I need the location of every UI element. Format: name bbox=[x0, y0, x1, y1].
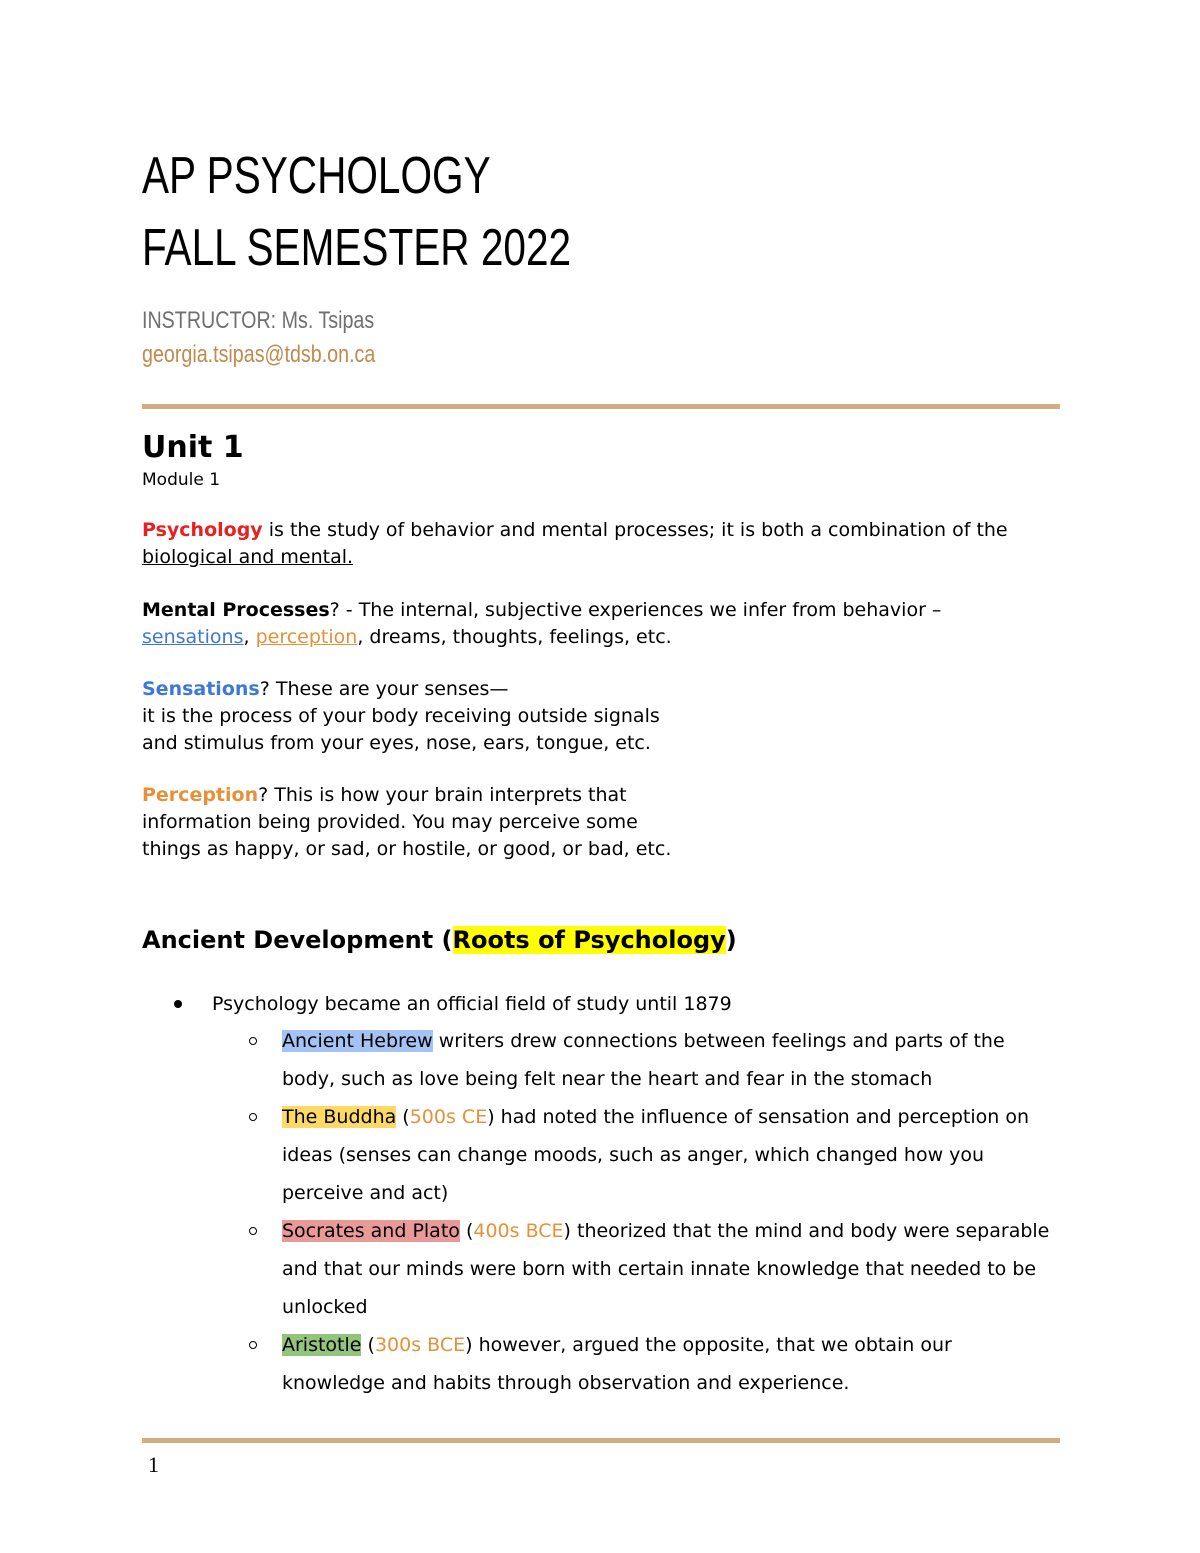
psychology-underlined: biological and mental. bbox=[142, 546, 354, 568]
list-item bbox=[142, 1022, 1052, 1098]
link-separator: , bbox=[243, 626, 256, 648]
bullet-circle-icon bbox=[249, 1227, 257, 1235]
list-item bbox=[142, 1326, 1052, 1402]
highlight-name: Aristotle bbox=[282, 1334, 362, 1356]
list-item bbox=[142, 1212, 1052, 1326]
bullet-text: writers drew connections between feelings and parts of the body, such as love being felt near the heart and fear in the stomach bbox=[282, 1030, 1005, 1090]
paren-open: ( bbox=[361, 1334, 375, 1356]
sensations-definition bbox=[142, 676, 1072, 757]
perception-line1: ? This is how your brain interprets that bbox=[258, 784, 627, 806]
date-label: 300s BCE bbox=[374, 1334, 466, 1356]
instructor-line bbox=[142, 304, 374, 338]
mental-processes-text: ? - The internal, subjective experiences we infer from behavior – bbox=[329, 599, 942, 621]
sensations-term: Sensations bbox=[142, 678, 260, 700]
title-course: AP PSYCHOLOGY bbox=[142, 147, 491, 205]
perception-term: Perception bbox=[142, 784, 259, 806]
perception-definition bbox=[142, 782, 1072, 863]
mental-processes-rest: , dreams, thoughts, feelings, etc. bbox=[357, 626, 672, 648]
instructor-label: INSTRUCTOR: bbox=[142, 307, 277, 334]
psychology-definition bbox=[142, 517, 1072, 571]
bullet-circle-icon bbox=[249, 1341, 257, 1349]
sensations-line3: and stimulus from your eyes, nose, ears, tongue, etc. bbox=[142, 732, 651, 754]
paren-open: ( bbox=[396, 1106, 410, 1128]
bullet-text: ) theorized that the mind and body were separable and that our minds were born with certain innate knowledge that needed to be unlocked bbox=[282, 1220, 1050, 1318]
perception-line2: information being provided. You may perceive some bbox=[142, 811, 638, 833]
highlight-name: The Buddha bbox=[282, 1106, 397, 1128]
mental-processes-term: Mental Processes bbox=[142, 599, 330, 621]
header-divider bbox=[142, 404, 1060, 409]
sensations-line2: it is the process of your body receiving outside signals bbox=[142, 705, 660, 727]
bullet-circle-icon bbox=[249, 1113, 257, 1121]
bullet-list bbox=[142, 986, 1072, 1402]
bullet-text: ) however, argued the opposite, that we obtain our knowledge and habits through observation and experience. bbox=[282, 1334, 952, 1394]
psychology-term: Psychology bbox=[142, 519, 263, 541]
section-heading bbox=[142, 920, 737, 960]
heading-end: ) bbox=[725, 926, 737, 954]
bullet-dot-icon bbox=[174, 1000, 182, 1008]
list-item bbox=[142, 1098, 1052, 1212]
sensations-link[interactable]: sensations bbox=[142, 626, 244, 648]
heading-highlight: Roots of Psychology bbox=[452, 926, 726, 954]
sensations-line1: ? These are your senses— bbox=[259, 678, 509, 700]
date-label: 500s CE bbox=[409, 1106, 488, 1128]
footer-divider bbox=[142, 1438, 1060, 1443]
heading-start: Ancient Development ( bbox=[142, 926, 453, 954]
highlight-name: Ancient Hebrew bbox=[282, 1030, 433, 1052]
list-item bbox=[142, 986, 1072, 1022]
psychology-text: is the study of behavior and mental processes; it is both a combination of the bbox=[262, 519, 1008, 541]
unit-title: Unit 1 bbox=[142, 430, 244, 465]
title-semester: FALL SEMESTER 2022 bbox=[142, 219, 572, 277]
paren-open: ( bbox=[459, 1220, 474, 1242]
mental-processes-definition bbox=[142, 597, 1072, 651]
module-label: Module 1 bbox=[142, 470, 221, 490]
date-label: 400s BCE bbox=[473, 1220, 564, 1242]
perception-link[interactable]: perception bbox=[255, 626, 358, 648]
page-number: 1 bbox=[148, 1452, 159, 1477]
perception-line3: things as happy, or sad, or hostile, or good, or bad, etc. bbox=[142, 838, 672, 860]
instructor-name: Ms. Tsipas bbox=[276, 307, 375, 334]
bullet-circle-icon bbox=[249, 1037, 257, 1045]
highlight-name: Socrates and Plato bbox=[282, 1220, 460, 1242]
bullet-text: Psychology became an official field of study until 1879 bbox=[212, 993, 732, 1015]
document-title bbox=[142, 140, 692, 284]
bullet-text: ) had noted the influence of sensation and perception on ideas (senses can change moods, such as anger, which changed how you perceive and act) bbox=[282, 1106, 1029, 1204]
instructor-email[interactable]: georgia.tsipas@tdsb.on.ca bbox=[142, 341, 376, 368]
